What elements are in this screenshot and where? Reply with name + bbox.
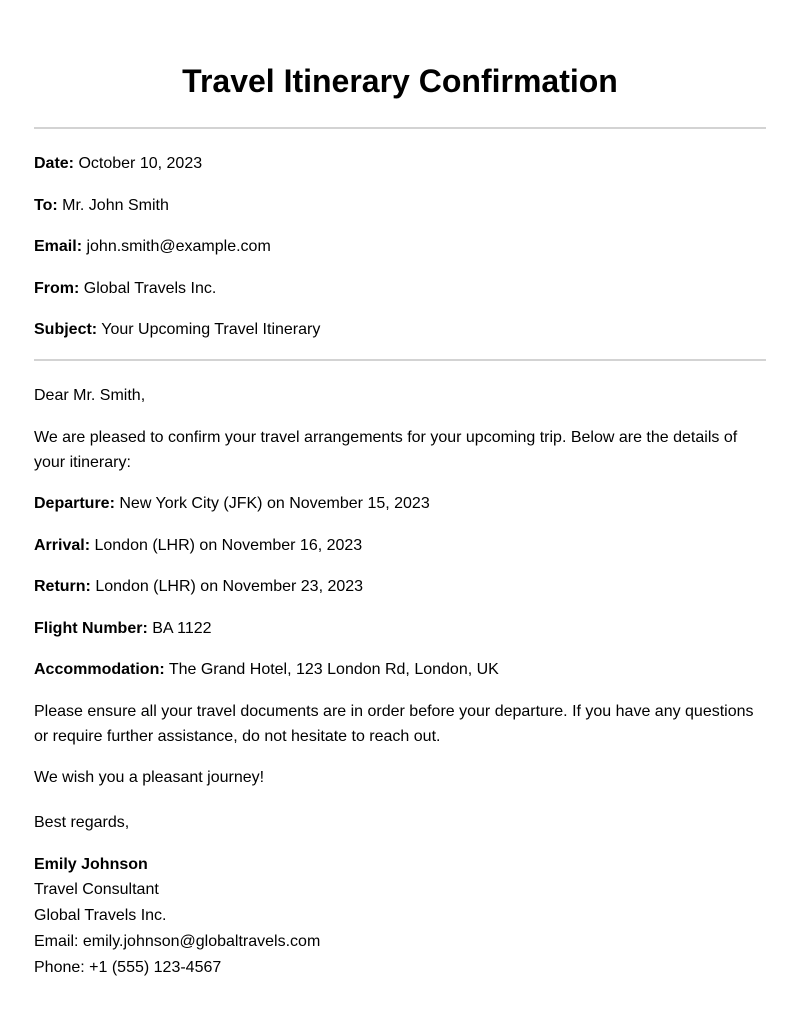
meta-date bbox=[34, 151, 766, 176]
meta-to-label: To: bbox=[34, 196, 58, 214]
meta-to-value: Mr. John Smith bbox=[62, 196, 169, 214]
meta-email-label: Email: bbox=[34, 238, 83, 255]
detail-departure-label: Departure: bbox=[34, 495, 115, 512]
meta-date-value: October 10, 2023 bbox=[78, 155, 203, 172]
detail-flight-number bbox=[34, 616, 766, 641]
divider-top bbox=[34, 127, 766, 129]
signature-email: Email: emily.johnson@globaltravels.com bbox=[34, 932, 321, 950]
meta-subject-value: Your Upcoming Travel Itinerary bbox=[101, 321, 321, 338]
meta-from-value: Global Travels Inc. bbox=[83, 279, 217, 297]
closing-line: Best regards, bbox=[34, 814, 130, 831]
detail-accommodation-label: Accommodation: bbox=[34, 661, 165, 678]
detail-accommodation-value: The Grand Hotel, 123 London Rd, London, UK bbox=[168, 661, 499, 678]
meta-from-label: From: bbox=[34, 279, 80, 297]
intro-paragraph: We are pleased to confirm your travel arrangements for your upcoming trip. Below are the details of your itinerary: bbox=[34, 428, 738, 471]
signature-company: Global Travels Inc. bbox=[34, 907, 167, 925]
wish-paragraph: We wish you a pleasant journey! bbox=[34, 769, 265, 786]
meta-from bbox=[34, 276, 766, 301]
divider-bottom bbox=[34, 359, 766, 361]
detail-departure-value: New York City (JFK) on November 15, 2023 bbox=[119, 495, 430, 512]
meta-email-value: john.smith@example.com bbox=[86, 238, 271, 255]
letter-page bbox=[34, 0, 766, 980]
detail-departure bbox=[34, 491, 766, 516]
meta-subject bbox=[34, 317, 766, 342]
note-paragraph: Please ensure all your travel documents are in order before your departure. If you have any questions or require further assistance, do not hesitate to reach out. bbox=[34, 702, 754, 745]
signature-block bbox=[34, 852, 766, 981]
detail-flight-label: Flight Number: bbox=[34, 619, 148, 637]
signature-phone: Phone: +1 (555) 123-4567 bbox=[34, 958, 222, 976]
signature-role: Travel Consultant bbox=[34, 881, 159, 899]
detail-arrival-label: Arrival: bbox=[34, 536, 91, 554]
detail-accommodation bbox=[34, 657, 766, 682]
meta-email bbox=[34, 234, 766, 259]
letter-body bbox=[34, 383, 766, 980]
detail-flight-value: BA 1122 bbox=[152, 619, 212, 637]
meta-date-label: Date: bbox=[34, 155, 75, 172]
greeting: Dear Mr. Smith, bbox=[34, 387, 146, 404]
meta-subject-label: Subject: bbox=[34, 321, 98, 338]
signature-name: Emily Johnson bbox=[34, 855, 148, 873]
meta-to bbox=[34, 193, 766, 218]
header-meta bbox=[34, 151, 766, 342]
detail-arrival-value: London (LHR) on November 16, 2023 bbox=[94, 536, 363, 554]
detail-return bbox=[34, 574, 766, 599]
detail-return-value: London (LHR) on November 23, 2023 bbox=[95, 578, 364, 595]
detail-return-label: Return: bbox=[34, 578, 91, 595]
page-title: Travel Itinerary Confirmation bbox=[182, 63, 618, 99]
detail-arrival bbox=[34, 533, 766, 558]
